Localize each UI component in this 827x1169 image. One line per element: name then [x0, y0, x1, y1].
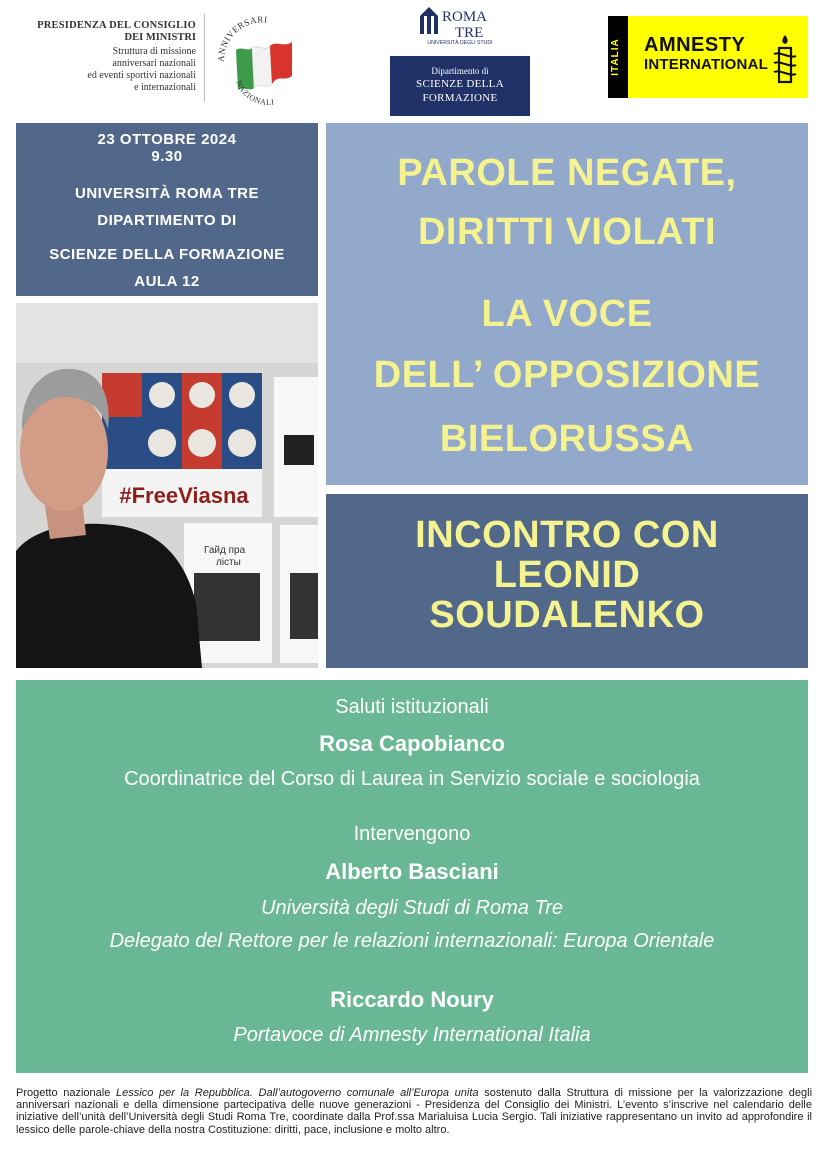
- event-time: 9.30: [151, 148, 183, 165]
- freeviasna-banner: #FreeViasna: [119, 483, 249, 508]
- pcm-sub-line4: e internazionali: [134, 82, 196, 93]
- meeting-line2: LEONID: [493, 554, 641, 596]
- meeting-line3: SOUDALENKO: [429, 594, 705, 636]
- title-line2: DIRITTI VIOLATI: [417, 211, 717, 253]
- event-info-panel: [16, 123, 318, 296]
- title-line3: LA VOCE: [481, 293, 653, 335]
- photo-illustration: [16, 303, 318, 668]
- department-small-label: Dipartimento di: [431, 66, 489, 76]
- venue-faculty: SCIENZE DELLA FORMAZIONE: [49, 246, 285, 263]
- speaker1-name: Rosa Capobianco: [319, 731, 505, 756]
- sign-text: Гайд пра: [204, 545, 246, 556]
- title-line1: PAROLE NEGATE,: [397, 152, 737, 194]
- nazionali-arc-text: NAZIONALI: [234, 79, 276, 107]
- speaker2-name: Alberto Basciani: [325, 859, 499, 884]
- title-line4: DELL’ OPPOSIZIONE: [373, 354, 761, 396]
- pcm-sub-line1: Struttura di missione: [112, 46, 196, 57]
- program-panel: [16, 680, 808, 1073]
- pcm-title-line1: PRESIDENZA DEL CONSIGLIO: [37, 20, 196, 31]
- pcm-sub-line3: ed eventi sportivi nazionali: [87, 70, 196, 81]
- venue-room: AULA 12: [134, 273, 200, 290]
- meeting-panel: [326, 494, 808, 668]
- venue-university: UNIVERSITÀ ROMA TRE: [75, 185, 259, 202]
- footer-prefix: Progetto nazionale: [16, 1087, 117, 1099]
- venue-department: DIPARTIMENTO DI: [97, 212, 237, 229]
- speaker2-role1: Università degli Studi di Roma Tre: [261, 897, 563, 919]
- greeting-heading: Saluti istituzionali: [335, 696, 489, 718]
- footer-project-title: Lessico per la Repubblica. Dall’autogoverno comunale all’Europa unita: [116, 1087, 479, 1099]
- international-word: INTERNATIONAL: [644, 56, 768, 73]
- speaker3-name: Riccardo Noury: [330, 987, 494, 1012]
- meeting-line1: INCONTRO CON: [415, 514, 719, 556]
- speaker3-role: Portavoce di Amnesty International Italia: [233, 1024, 591, 1046]
- candle-barbed-wire-icon: [770, 32, 800, 86]
- speakers-heading: Intervengono: [353, 823, 471, 845]
- footer-body: sostenuto dalla Struttura di missione per la valorizzazione degli anniversari nazionali e della dimensione partecipativa delle nuove generazioni - Presidenza del Consiglio dei Ministri. L’evento s’inscrive nel calendario delle iniziative dell’unità dell’Università degli Studi Roma Tre, coordinate dalla Prof.ssa Marialuisa Lucia Sergio. Tali iniziative rappresentano un invito ad approfondire il lessico delle parole-chiave della nostra Costituzione: diritti, pace, inclusione e molto altro.: [16, 1087, 813, 1136]
- header-divider: [204, 14, 205, 102]
- amnesty-logo: [608, 16, 808, 98]
- italian-flag-icon: [236, 42, 292, 90]
- speaker1-role: Coordinatrice del Corso di Laurea in Servizio sociale e sociologia: [124, 768, 700, 790]
- speaker-photo: [16, 303, 318, 668]
- department-badge: [390, 56, 530, 116]
- portrait-grid: [102, 373, 262, 469]
- title-line5: BIELORUSSA: [439, 418, 695, 460]
- universita-text: UNIVERSITÀ DEGLI STUDI: [427, 40, 493, 46]
- anniversari-arc-text: ANNIVERSARI: [215, 14, 269, 63]
- department-line1: SCIENZE DELLA: [416, 78, 504, 90]
- roma-text: ROMA: [442, 9, 488, 25]
- amnesty-word: AMNESTY: [644, 34, 746, 56]
- roma-tre-emblem-icon: [420, 7, 438, 34]
- tre-text: TRE: [455, 25, 484, 41]
- pcm-logo: [26, 20, 196, 94]
- qr-code-icon: [194, 573, 260, 641]
- speaker2-role2: Delegato del Rettore per le relazioni internazionali: Europa Orientale: [109, 930, 715, 952]
- italia-label: ITALIA: [610, 38, 621, 76]
- title-panel: [326, 123, 808, 485]
- pcm-sub-line2: anniversari nazionali: [112, 58, 196, 69]
- roma-tre-logo: [418, 6, 502, 46]
- anniversari-nazionali-logo: [214, 12, 309, 107]
- department-line2: FORMAZIONE: [422, 92, 498, 104]
- sign-text2: лісты: [216, 557, 241, 568]
- pcm-title-line2: DEI MINISTRI: [124, 32, 196, 43]
- event-date: 23 OTTOBRE 2024: [97, 131, 237, 148]
- footer-note: [16, 1087, 812, 1136]
